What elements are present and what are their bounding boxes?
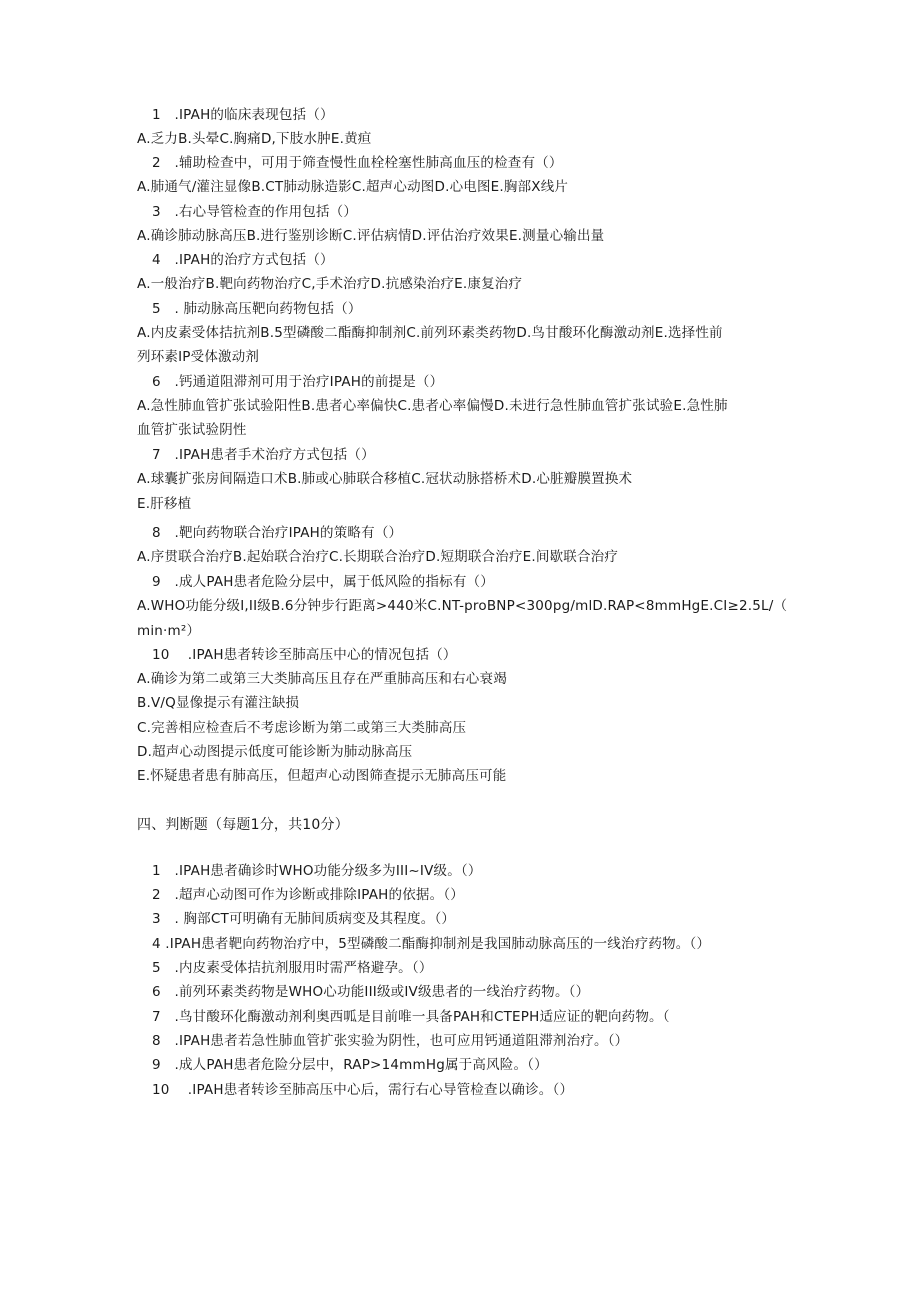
question-6: 6 .钙通道阻滞剂可用于治疗IPAH的前提是（）	[152, 374, 444, 390]
question-6-options: A.急性肺血管扩张试验阳性B.患者心率偏快C.患者心率偏慢D.未进行急性肺血管扩张试验E.急性肺	[137, 398, 728, 414]
judgment-item-10: 10 .IPAH患者转诊至肺高压中心后，需行右心导管检查以确诊。（）	[152, 1082, 574, 1098]
question-4: 4 .IPAH的治疗方式包括（）	[152, 252, 334, 268]
judgment-item-6: 6 .前列环素类药物是WHO心功能III级或IV级患者的一线治疗药物。（）	[152, 984, 590, 1000]
question-2-options: A.肺通气/灌注显像B.CT肺动脉造影C.超声心动图D.心电图E.胸部X线片	[137, 179, 569, 195]
judgment-item-1: 1 .IPAH患者确诊时WHO功能分级多为III~IV级。（）	[152, 863, 482, 879]
question-7: 7 .IPAH患者手术治疗方式包括（）	[152, 447, 375, 463]
question-6-options-cont: 血管扩张试验阴性	[137, 422, 247, 438]
question-10: 10 .IPAH患者转诊至肺高压中心的情况包括（）	[152, 647, 457, 663]
question-7-options-cont: E.肝移植	[137, 496, 192, 512]
question-10-option-d: D.超声心动图提示低度可能诊断为肺动脉高压	[137, 744, 413, 760]
question-9: 9 .成人PAH患者危险分层中，属于低风险的指标有（）	[152, 574, 494, 590]
question-1: 1 .IPAH的临床表现包括（）	[152, 107, 334, 123]
question-5-options: A.内皮素受体拮抗剂B.5型磷酸二酯酶抑制剂C.前列环素类药物D.鸟甘酸环化酶激动剂E.选择性前	[137, 325, 723, 341]
question-5-options-cont: 列环素IP受体激动剂	[137, 349, 260, 365]
question-1-options: A.乏力B.头晕C.胸痛D,下肢水肿E.黄疸	[137, 131, 372, 147]
question-10-option-a: A.确诊为第二或第三大类肺高压且存在严重肺高压和右心衰竭	[137, 671, 507, 687]
question-10-option-b: B.V/Q显像提示有灌注缺损	[137, 695, 300, 711]
question-10-option-c: C.完善相应检查后不考虑诊断为第二或第三大类肺高压	[137, 720, 467, 736]
judgment-item-5: 5 .内皮素受体拮抗剂服用时需严格避孕。（）	[152, 960, 433, 976]
judgment-item-4: 4 .IPAH患者靶向药物治疗中，5型磷酸二酯酶抑制剂是我国肺动脉高压的一线治疗药物。（）	[152, 936, 711, 952]
question-3-options: A.确诊肺动脉高压B.进行鉴别诊断C.评估病情D.评估治疗效果E.测量心输出量	[137, 228, 605, 244]
question-10-option-e: E.怀疑患者患有肺高压，但超声心动图筛查提示无肺高压可能	[137, 768, 507, 784]
question-8-options: A.序贯联合治疗B.起始联合治疗C.长期联合治疗D.短期联合治疗E.间歇联合治疗	[137, 549, 619, 565]
judgment-item-9: 9 .成人PAH患者危险分层中，RAP>14mmHg属于高风险。（）	[152, 1057, 548, 1073]
judgment-item-3: 3 . 胸部CT可明确有无肺间质病变及其程度。（）	[152, 911, 456, 927]
judgment-item-2: 2 .超声心动图可作为诊断或排除IPAH的依据。（）	[152, 887, 464, 903]
question-5: 5 . 肺动脉高压靶向药物包括（）	[152, 301, 362, 317]
question-3: 3 .右心导管检查的作用包括（）	[152, 204, 358, 220]
question-4-options: A.一般治疗B.靶向药物治疗C,手术治疗D.抗感染治疗E.康复治疗	[137, 276, 523, 292]
section-title: 四、判断题（每题1分，共10分）	[137, 817, 349, 833]
judgment-item-8: 8 .IPAH患者若急性肺血管扩张实验为阴性，也可应用钙通道阻滞剂治疗。（）	[152, 1033, 629, 1049]
question-7-options: A.球囊扩张房间隔造口术B.肺或心肺联合移植C.冠状动脉搭桥术D.心脏瓣膜置换术	[137, 471, 633, 487]
judgment-item-7: 7 .鸟甘酸环化酶激动剂利奥西呱是目前唯一具备PAH和CTEPH适应证的靶向药物。（	[152, 1009, 670, 1025]
question-9-options-cont: min·m²）	[137, 623, 201, 639]
question-8: 8 .靶向药物联合治疗IPAH的策略有（）	[152, 525, 403, 541]
question-2: 2 .辅助检查中，可用于筛查慢性血栓栓塞性肺高血压的检查有（）	[152, 155, 563, 171]
question-9-options: A.WHO功能分级I,II级B.6分钟步行距离>440米C.NT-proBNP<300pg/mlD.RAP<8mmHgE.CI≥2.5L/（	[137, 598, 788, 614]
